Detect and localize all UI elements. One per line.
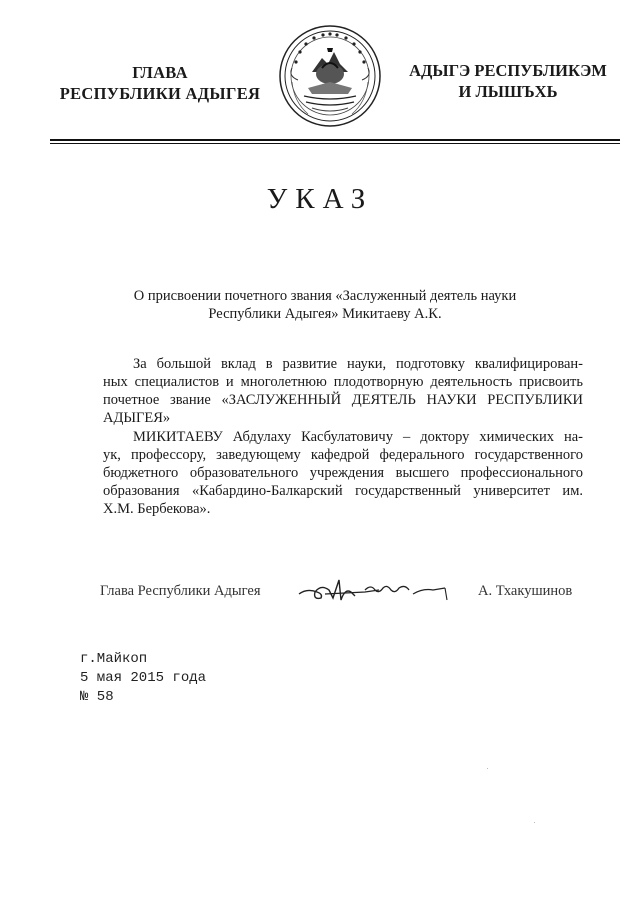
paragraph-2-line-5: Х.М. Бербекова». [103, 501, 211, 517]
subject-line-2: Республики Адыгея» Микитаеву А.К. [208, 306, 442, 322]
scan-speck [487, 768, 488, 769]
document-subject [110, 287, 540, 323]
header-divider-thin [50, 143, 620, 144]
paragraph-1-line-3: почетное звание «ЗАСЛУЖЕННЫЙ ДЕЯТЕЛЬ НАУКИ РЕСПУБЛИКИ [103, 392, 583, 408]
paragraph-1-line-4: АДЫГЕЯ» [103, 410, 171, 426]
signatory-position: Глава Республики Адыгея [100, 583, 261, 599]
scan-speck [534, 822, 535, 823]
paragraph-2-line-3: бюджетного образовательного учреждения высшего профессионального [103, 465, 583, 481]
issuer-title-line1: ГЛАВА [132, 63, 188, 82]
issuer-title-line2: РЕСПУБЛИКИ АДЫГЕЯ [59, 84, 261, 103]
coat-of-arms-icon [278, 22, 382, 130]
decree-paragraph-2 [103, 428, 583, 518]
handwritten-signature [295, 574, 460, 606]
issuer-title-russian [40, 62, 280, 104]
document-title: УКАЗ [266, 183, 374, 215]
paragraph-2-line-4: образования «Кабардино-Балкарский государственный университет им. [103, 483, 583, 499]
issuer-title-adyghe-line1: АДЫГЭ РЕСПУБЛИКЭМ [409, 61, 607, 80]
header-divider-thick [50, 139, 620, 141]
issue-city: г.Майкоп [80, 651, 148, 667]
subject-line-1: О присвоении почетного звания «Заслуженный деятель науки [133, 288, 517, 304]
decree-paragraph-1 [103, 355, 583, 427]
paragraph-2-line-1: МИКИТАЕВУ Абдулаху Касбулатовичу – доктору химических на- [133, 429, 583, 445]
paragraph-1-line-1: За большой вклад в развитие науки, подготовку квалифицирован- [133, 356, 583, 372]
paragraph-1-line-2: ных специалистов и многолетнюю плодотворную деятельность присвоить [103, 374, 583, 390]
issuer-title-adyghe-line2: И ЛЫШЪХЬ [458, 82, 558, 101]
paragraph-2-line-2: ук, профессору, заведующему кафедрой федерального государственного [103, 447, 583, 463]
issuer-title-adyghe [390, 60, 626, 102]
decree-number: № 58 [80, 689, 114, 705]
issue-date: 5 мая 2015 года [80, 670, 207, 686]
signatory-name: А. Тхакушинов [478, 583, 573, 599]
